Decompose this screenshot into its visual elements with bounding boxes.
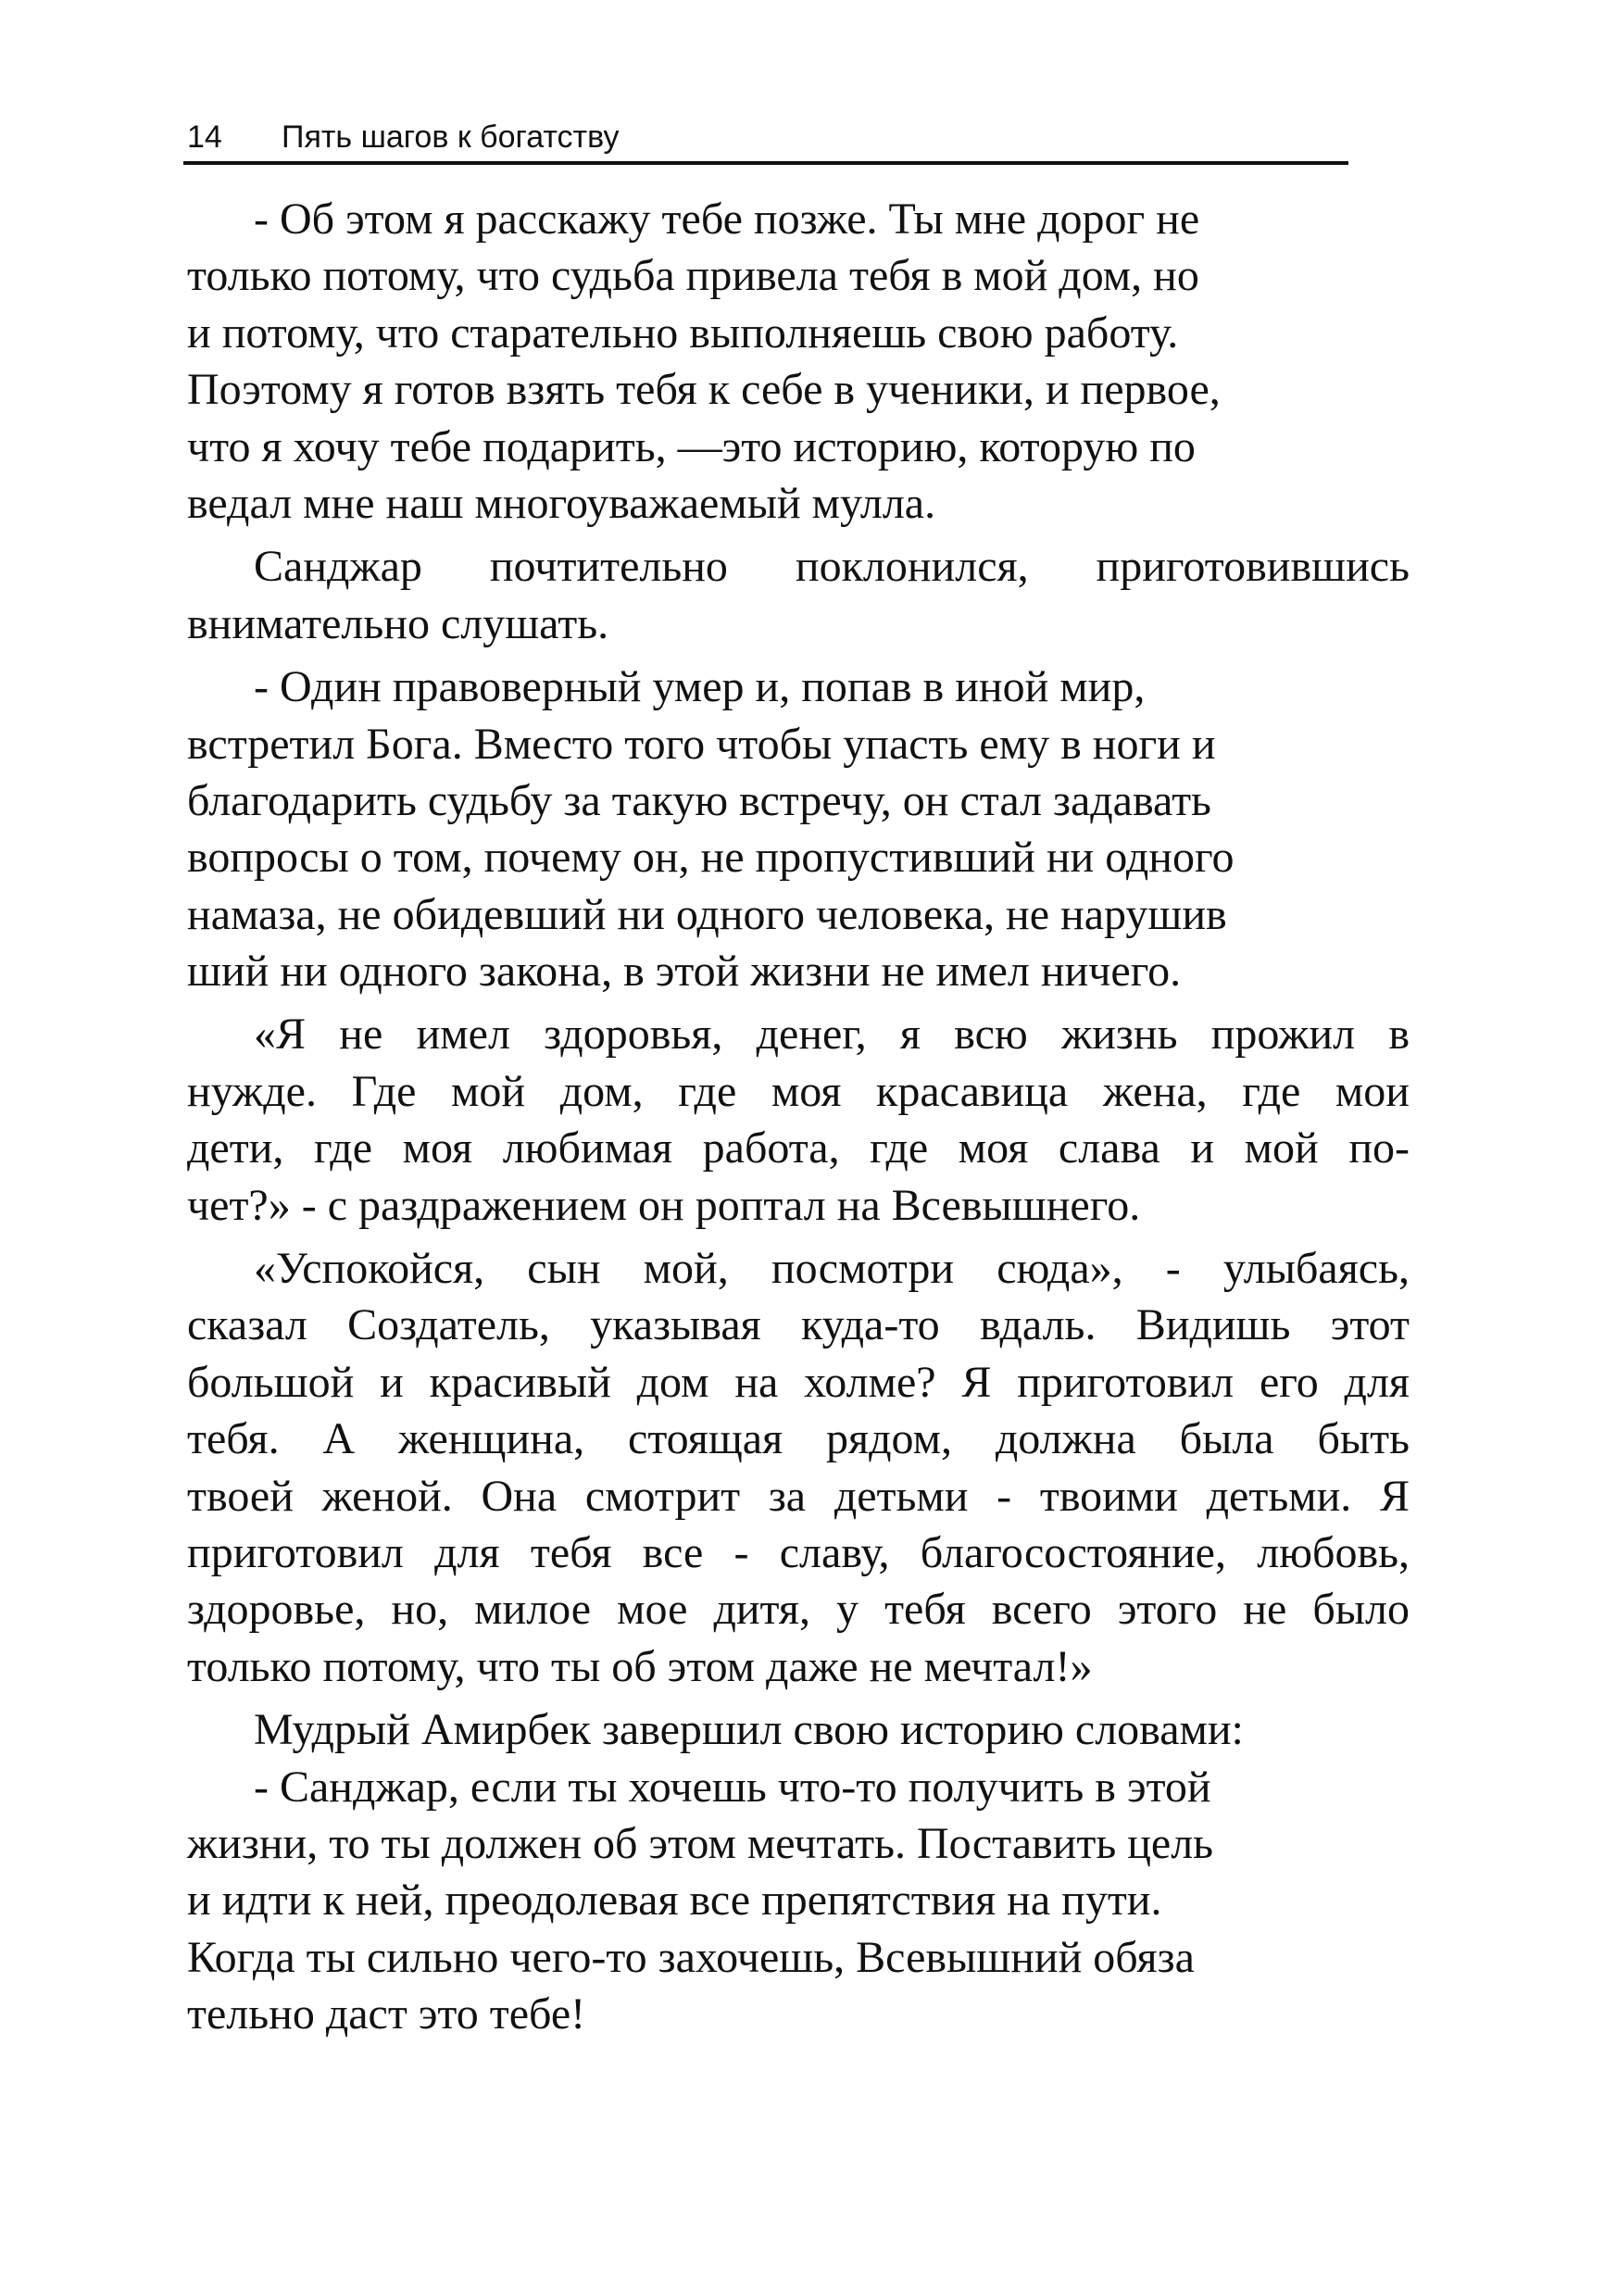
text-line: чет?» - с раздражением он роптал на Всевышнего. — [187, 1180, 1141, 1230]
text-line: тельно даст это тебе! — [187, 1989, 586, 2039]
text-line: и потому, что старательно выполняешь свою работу. — [187, 307, 1179, 358]
text-line: тебя. А женщина, стоящая рядом, должна была быть — [187, 1414, 1410, 1464]
page-number: 14 — [187, 119, 222, 155]
text-line: только потому, что ты об этом даже не мечтал!» — [187, 1641, 1093, 1691]
text-line: здоровье, но, милое мое дитя, у тебя всего этого не было — [187, 1585, 1410, 1635]
text-line: Мудрый Амирбек завершил свою историю словами: — [254, 1705, 1244, 1755]
text-line: вопросы о том, почему он, не пропустивший ни одного — [187, 833, 1235, 883]
text-line: твоей женой. Она смотрит за детьми - твоими детьми. Я — [187, 1471, 1410, 1521]
text-line: только потому, что судьба привела тебя в мой дом, но — [187, 251, 1199, 301]
text-line: приготовил для тебя все - славу, благосостояние, любовь, — [187, 1527, 1410, 1577]
text-line: - Санджар, если ты хочешь что-то получить в этой — [254, 1762, 1211, 1812]
text-line: намаза, не обидевший ни одного человека, не нарушив — [187, 889, 1227, 939]
text-line: - Об этом я расскажу тебе позже. Ты мне дорог не — [254, 194, 1200, 244]
text-line: жизни, то ты должен об этом мечтать. Поставить цель — [187, 1818, 1214, 1868]
text-line: дети, где моя любимая работа, где моя слава и мой по- — [187, 1123, 1410, 1173]
text-line: нужде. Где мой дом, где моя красавица жена, где мои — [187, 1066, 1410, 1116]
text-line: - Один правоверный умер и, попав в иной мир, — [254, 662, 1146, 712]
text-line: Когда ты сильно чего-то захочешь, Всевышний обяза — [187, 1932, 1195, 1982]
text-line: «Успокойся, сын мой, посмотри сюда», - улыбаясь, — [254, 1244, 1410, 1294]
text-line: ведал мне наш многоуважаемый мулла. — [187, 478, 936, 528]
text-line: большой и красивый дом на холме? Я приготовил его для — [187, 1357, 1410, 1407]
text-line: что я хочу тебе подарить, —это историю, которую по — [187, 421, 1196, 471]
text-line: и идти к ней, преодолевая все препятствия на пути. — [187, 1876, 1162, 1926]
text-line: «Я не имел здоровья, денег, я всю жизнь прожил в — [254, 1010, 1410, 1060]
body-text — [187, 191, 1410, 2043]
text-line: благодарить судьбу за такую встречу, он стал задавать — [187, 775, 1211, 825]
text-line: Поэтому я готов взять тебя к себе в ученики, и первое, — [187, 365, 1221, 415]
running-title: Пять шагов к богатству — [282, 119, 620, 155]
text-line: ший ни одного закона, в этой жизни не имел ничего. — [187, 947, 1182, 997]
text-line: внимательно слушать. — [187, 598, 609, 648]
text-line: сказал Создатель, указывая куда-то вдаль. Видишь этот — [187, 1300, 1410, 1350]
text-line: Санджар почтительно поклонился, приготовившись — [254, 542, 1410, 592]
text-line: встретил Бога. Вместо того чтобы упасть ему в ноги и — [187, 719, 1216, 769]
page-header — [183, 115, 1348, 165]
